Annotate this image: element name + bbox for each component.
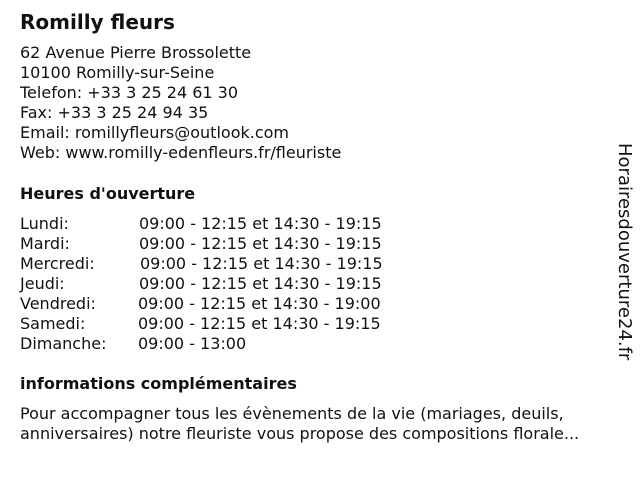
day-label: Samedi: bbox=[20, 314, 86, 333]
info-line-1: Pour accompagner tous les évènements de la vie (mariages, deuils, bbox=[20, 404, 564, 423]
time-range: 09:00 - 12:15 et 14:30 - 19:15 bbox=[140, 254, 383, 273]
address-street: 62 Avenue Pierre Brossolette bbox=[20, 43, 252, 62]
day-label: Mardi: bbox=[20, 234, 70, 253]
day-label: Dimanche: bbox=[20, 334, 107, 353]
time-range: 09:00 - 12:15 et 14:30 - 19:15 bbox=[139, 214, 382, 233]
contact-block bbox=[20, 43, 341, 163]
opening-hours-heading: Heures d'ouverture bbox=[20, 184, 196, 203]
additional-info-text bbox=[20, 404, 632, 444]
time-range: 09:00 - 12:15 et 14:30 - 19:15 bbox=[139, 274, 382, 293]
address-city: 10100 Romilly-sur-Seine bbox=[20, 63, 215, 82]
web-line: Web: www.romilly-edenfleurs.fr/fleuriste bbox=[20, 143, 342, 162]
phone-line: Telefon: +33 3 25 24 61 30 bbox=[20, 83, 239, 102]
business-name: Romilly fleurs bbox=[20, 10, 175, 34]
time-range: 09:00 - 12:15 et 14:30 - 19:15 bbox=[138, 314, 381, 333]
day-label: Jeudi: bbox=[20, 274, 65, 293]
info-line-2: anniversaires) notre fleuriste vous propose des compositions florale... bbox=[20, 424, 580, 443]
watermark-text: Horairesdouverture24.fr bbox=[614, 143, 635, 361]
time-range: 09:00 - 12:15 et 14:30 - 19:00 bbox=[138, 294, 381, 313]
day-label: Lundi: bbox=[20, 214, 69, 233]
fax-line: Fax: +33 3 25 24 94 35 bbox=[20, 103, 209, 122]
email-line: Email: romillyfleurs@outlook.com bbox=[20, 123, 289, 142]
additional-info-heading: informations complémentaires bbox=[20, 374, 297, 393]
time-range: 09:00 - 13:00 bbox=[138, 334, 247, 353]
site-watermark bbox=[611, 128, 637, 376]
day-label: Mercredi: bbox=[20, 254, 95, 273]
day-label: Vendredi: bbox=[20, 294, 96, 313]
time-range: 09:00 - 12:15 et 14:30 - 19:15 bbox=[139, 234, 382, 253]
